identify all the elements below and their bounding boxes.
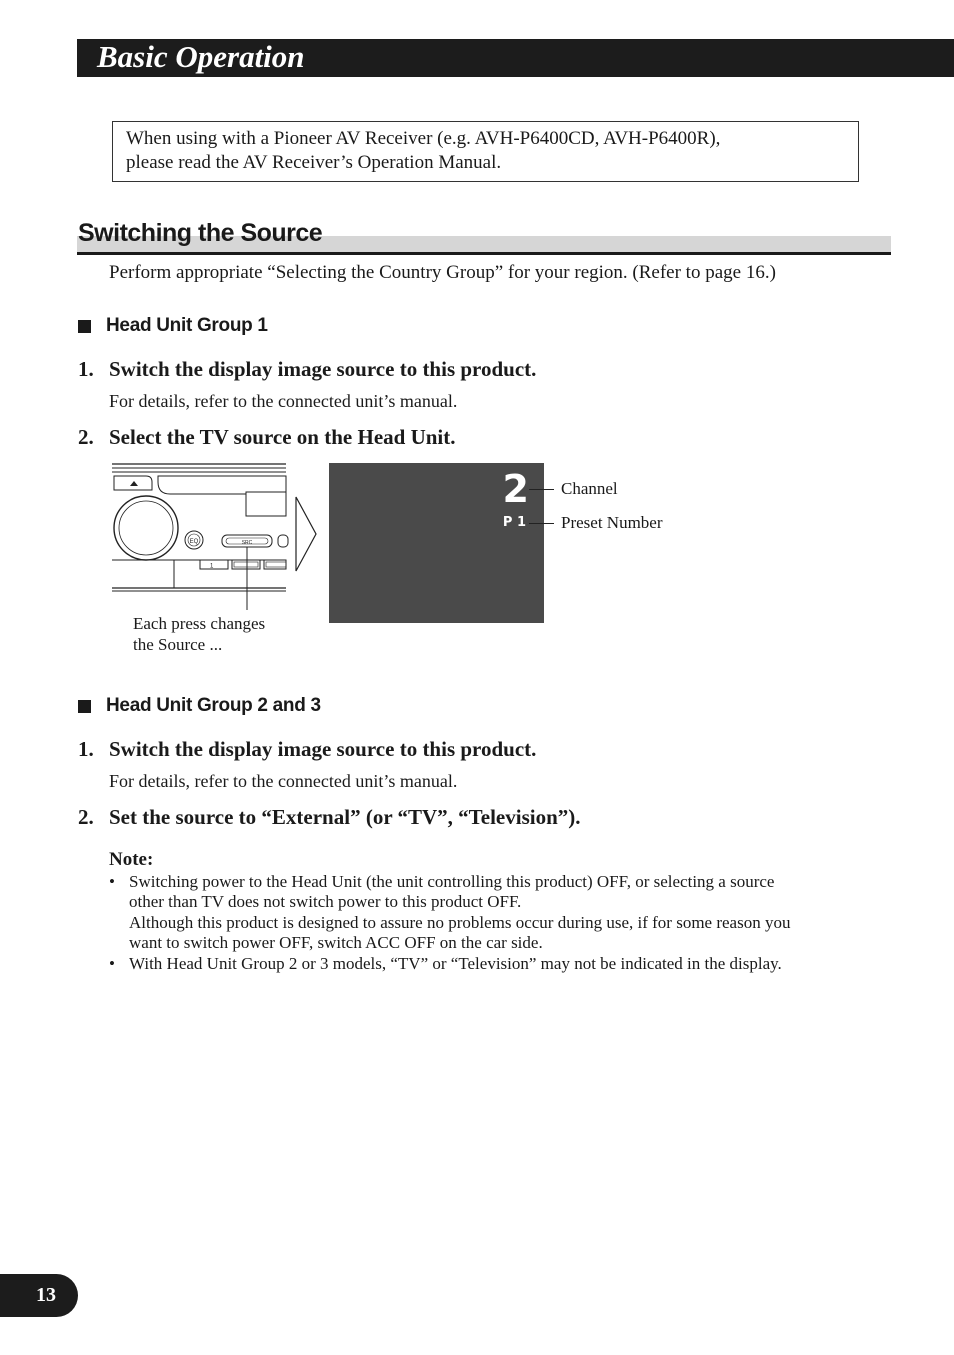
preset-key-1-label: 1 (210, 563, 214, 570)
group2-step1 (78, 737, 536, 762)
note-title: Note: (109, 849, 154, 870)
note-bullet-2-dot: • (109, 954, 115, 973)
eq-button-label: EQ (189, 539, 199, 545)
square-bullet-icon (78, 320, 91, 333)
group1-step2-text: Select the TV source on the Head Unit. (109, 425, 456, 449)
group2-step1-text: Switch the display image source to this product. (109, 737, 537, 761)
channel-label: Channel (561, 479, 618, 498)
group2-step1-number: 1. (78, 737, 94, 761)
page-title: Basic Operation (97, 39, 305, 74)
note-bullet-1-line-4: want to switch power OFF, switch ACC OFF on the car side. (129, 933, 543, 952)
group2-step2 (78, 805, 581, 830)
group1-step1 (78, 357, 536, 382)
group1-step1-number: 1. (78, 357, 94, 381)
arrow-right-icon (296, 497, 316, 571)
group1-step2 (78, 425, 456, 450)
note-bullet-1-line-1: Switching power to the Head Unit (the unit controlling this product) OFF, or selecting a source (129, 872, 775, 891)
group1-heading (78, 315, 268, 337)
note-bullet-1-line-3: Although this product is designed to assure no problems occur during use, if for some reason you (129, 913, 791, 932)
group1-step2-number: 2. (78, 425, 94, 449)
note-bullet-1-dot: • (109, 872, 115, 891)
section-title: Switching the Source (78, 219, 323, 247)
preset-readout: P 1 (502, 515, 526, 530)
notice-line-1: When using with a Pioneer AV Receiver (e.g. AVH-P6400CD, AVH-P6400R), (126, 128, 721, 149)
preset-key-1 (200, 560, 228, 569)
display-screen (329, 463, 544, 623)
group2-heading-text: Head Unit Group 2 and 3 (106, 695, 321, 716)
group2-step2-number: 2. (78, 805, 94, 829)
volume-knob (114, 496, 178, 560)
group1-heading-text: Head Unit Group 1 (106, 315, 268, 336)
group2-step1-detail: For details, refer to the connected unit’s manual. (109, 771, 458, 791)
group1-step1-detail: For details, refer to the connected unit’s manual. (109, 391, 458, 411)
preset-leader-line (529, 523, 554, 524)
press-label-line-1: Each press changes (133, 614, 266, 633)
section-intro: Perform appropriate “Selecting the Country Group” for your region. (Refer to page 16.) (109, 262, 776, 283)
channel-leader-line (529, 489, 554, 490)
press-label-line-2: the Source ... (133, 635, 223, 654)
preset-number-label: Preset Number (561, 513, 663, 532)
header-bar (77, 39, 954, 77)
page-number: 13 (0, 1274, 78, 1317)
group2-heading (78, 695, 321, 717)
notice-box (112, 121, 859, 182)
note-bullet-2: With Head Unit Group 2 or 3 models, “TV” or “Television” may not be indicated in the display. (129, 954, 782, 973)
head-unit-illustration (110, 460, 320, 620)
group1-step1-text: Switch the display image source to this product. (109, 357, 537, 381)
note-bullet-1-line-2: other than TV does not switch power to this product OFF. (129, 892, 522, 911)
group2-step2-text: Set the source to “External” (or “TV”, “Television”). (109, 805, 581, 829)
square-bullet-icon (78, 700, 91, 713)
channel-readout: 2 (502, 467, 529, 511)
src-button-label: SRC (241, 540, 253, 546)
notice-line-2: please read the AV Receiver’s Operation Manual. (126, 152, 502, 173)
